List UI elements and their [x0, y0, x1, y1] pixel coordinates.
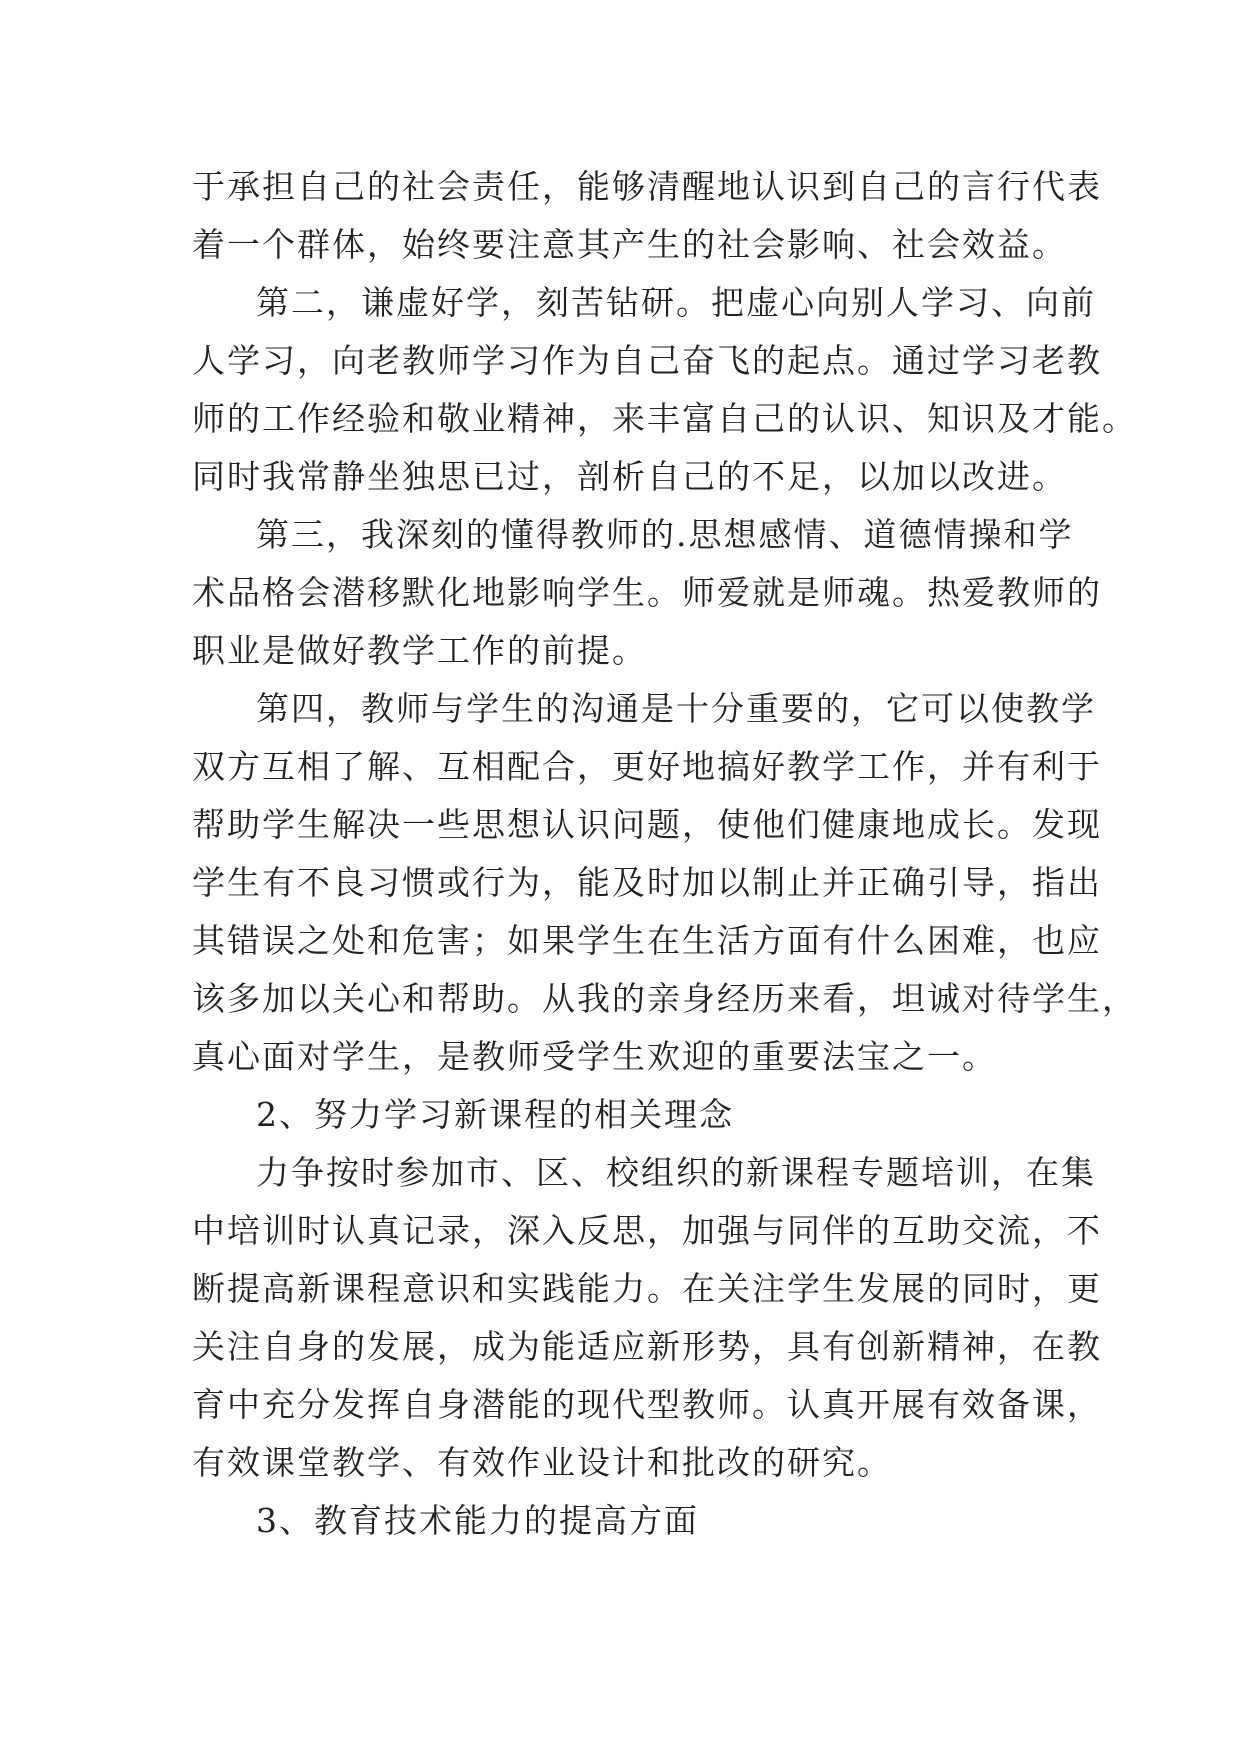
text-line: 关注自身的发展，成为能适应新形势，具有创新精神，在教 [192, 1327, 1102, 1366]
text-line: 有效课堂教学、有效作业设计和批改的研究。 [192, 1443, 892, 1482]
text-line: 着一个群体，始终要注意其产生的社会影响、社会效益。 [192, 225, 1067, 264]
text-line: 学生有不良习惯或行为，能及时加以制止并正确引导，指出 [192, 863, 1102, 902]
heading-text: 3、教育技术能力的提高方面 [256, 1501, 699, 1540]
text-line: 第二，谦虚好学，刻苦钻研。把虚心向别人学习、向前 [256, 283, 1096, 322]
text-line: 断提高新课程意识和实践能力。在关注学生发展的同时，更 [192, 1269, 1102, 1308]
paragraph-second-point [192, 274, 1137, 506]
text-line: 帮助学生解决一些思想认识问题，使他们健康地成长。发现 [192, 805, 1102, 844]
paragraph-third-point [192, 506, 1102, 680]
section-heading-3 [192, 1492, 1054, 1550]
text-line: 真心面对学生，是教师受学生欢迎的重要法宝之一。 [192, 1037, 997, 1076]
text-line: 师的工作经验和敬业精神，来丰富自己的认识、知识及才能。 [192, 399, 1137, 438]
document-body [192, 158, 1137, 1550]
paragraph-new-curriculum [192, 1144, 1102, 1492]
text-line: 双方互相了解、互相配合，更好地搞好教学工作，并有利于 [192, 747, 1102, 786]
text-line: 该多加以关心和帮助。从我的亲身经历来看，坦诚对待学生， [192, 979, 1137, 1018]
text-line: 育中充分发挥自身潜能的现代型教师。认真开展有效备课， [192, 1385, 1102, 1424]
paragraph-fourth-point [192, 680, 1137, 1086]
text-line: 中培训时认真记录，深入反思，加强与同伴的互助交流，不 [192, 1211, 1102, 1250]
text-line: 力争按时参加市、区、校组织的新课程专题培训，在集 [256, 1153, 1096, 1192]
text-line: 第三，我深刻的懂得教师的.思想感情、道德情操和学 [256, 515, 1074, 554]
section-heading-2 [192, 1086, 1054, 1144]
text-line: 同时我常静坐独思已过，剖析自己的不足，以加以改进。 [192, 457, 1067, 496]
text-line: 职业是做好教学工作的前提。 [192, 631, 647, 670]
text-line: 于承担自己的社会责任，能够清醒地认识到自己的言行代表 [192, 167, 1102, 206]
text-line: 人学习，向老教师学习作为自己奋飞的起点。通过学习老教 [192, 341, 1102, 380]
paragraph-continuation [192, 158, 1102, 274]
text-line: 其错误之处和危害；如果学生在生活方面有什么困难，也应 [192, 921, 1102, 960]
heading-text: 2、努力学习新课程的相关理念 [256, 1095, 734, 1134]
text-line: 第四，教师与学生的沟通是十分重要的，它可以使教学 [256, 689, 1096, 728]
text-line: 术品格会潜移默化地影响学生。师爱就是师魂。热爱教师的 [192, 573, 1102, 612]
